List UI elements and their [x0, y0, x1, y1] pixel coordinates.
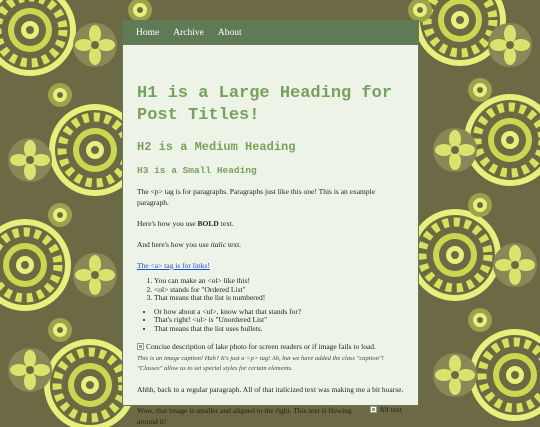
unordered-list: [137, 308, 404, 334]
link-paragraph: [137, 260, 404, 271]
unordered-list-item: • That means that the list uses bullets.: [154, 325, 404, 334]
ordered-list-item: 1. You can make an <ol> like this!: [154, 277, 404, 286]
unordered-list-item: • Or how about a <ul>, know what that stands for?: [154, 308, 404, 317]
ordered-list: [137, 277, 404, 303]
nav-archive-link[interactable]: Archive: [173, 28, 204, 38]
post-title: H1 is a Large Heading for Post Titles!: [137, 84, 393, 125]
nav-about-link[interactable]: About: [217, 28, 242, 38]
italic-prefix: And here's how you use: [137, 240, 211, 249]
flowing-text-section: [137, 405, 404, 427]
italic-paragraph: [137, 239, 404, 250]
right-aligned-image: [370, 405, 402, 414]
italic-suffix: text.: [226, 240, 242, 249]
small-heading: H3 is a Small Heading: [137, 165, 257, 176]
ordered-list-item: 2. <ol> stands for "Ordered List": [154, 286, 404, 295]
example-paragraph: The <p> tag is for paragraphs. Paragraphs just like this one! This is an example paragraph.: [137, 187, 376, 207]
page-container: [123, 21, 418, 426]
example-link[interactable]: The <a> tag is for links!: [137, 261, 210, 270]
ordered-list-item: 3. That means that the list is numbered!: [154, 294, 404, 303]
image-caption: This is an image caption! Huh? It's just a <p> tag! Ah, but we have added the class "caption"! "Classes" allow us to set special styles for certain elements.: [137, 355, 384, 372]
italic-word: italic: [210, 240, 227, 249]
unordered-list-item: • That's right! <ul> is "Unordered List": [154, 316, 404, 325]
nav-home-link[interactable]: Home: [136, 28, 160, 38]
right-image-alt-text: Alt text: [379, 405, 402, 414]
lake-image-alt-text: Concise description of lake photo for screen readers or if image fails to load.: [146, 342, 376, 351]
post-content: [123, 45, 418, 427]
broken-image-icon: [370, 406, 377, 413]
bold-suffix: text.: [218, 219, 234, 228]
lake-image: [137, 342, 404, 351]
top-nav: [123, 21, 418, 45]
flowing-paragraph: Wow, that image is smaller and aligned to the right. This text is flowing around it!: [137, 406, 352, 426]
bold-word: BOLD: [197, 219, 219, 228]
broken-image-icon: [137, 343, 144, 350]
medium-heading: H2 is a Medium Heading: [137, 140, 296, 154]
bold-paragraph: [137, 218, 404, 229]
regular-paragraph: Ahhh, back to a regular paragraph. All of that italicized text was making me a bit hoarse.: [137, 385, 404, 394]
bold-prefix: Here's how you use: [137, 219, 198, 228]
